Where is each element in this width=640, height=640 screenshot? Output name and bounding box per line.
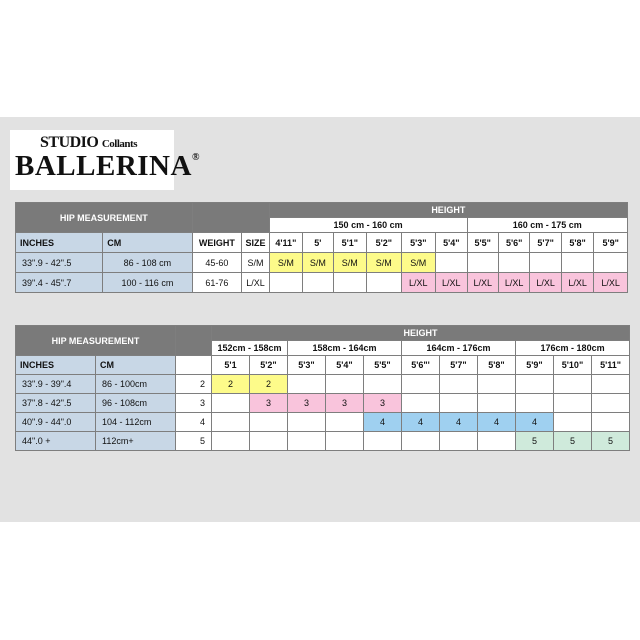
height-col: 5'8" [478,356,516,375]
weight-header: WEIGHT [192,233,242,253]
height-header: HEIGHT [212,326,630,341]
size-cell [516,394,554,413]
size-cell [530,253,561,273]
size-cell: S/M [333,253,366,273]
blank-header [176,326,212,356]
size-cell: 4 [364,413,402,432]
height-col: 5'1 [212,356,250,375]
height-col: 5'7" [530,233,561,253]
weight-value: 61-76 [192,273,242,293]
size-cell: 4 [516,413,554,432]
size-cell [440,375,478,394]
size-cell [367,273,402,293]
size-cell [250,432,288,451]
brand-logo [10,130,200,190]
size-cell [554,413,592,432]
height-col: 5'3" [401,233,436,253]
inches-header: INCHES [16,356,96,375]
cm-value: 86 - 100cm [96,375,176,394]
height-header: HEIGHT [269,203,627,218]
height-range-2: 158cm - 164cm [288,341,402,356]
size-cell [592,394,630,413]
blank-cell [176,356,212,375]
height-col: 5'5" [467,233,498,253]
size-cell [303,273,333,293]
cm-header: CM [103,233,192,253]
cm-value: 86 - 108 cm [103,253,192,273]
size-cell: 3 [288,394,326,413]
size-cell: S/M [367,253,402,273]
size-cell: L/XL [498,273,529,293]
height-col: 5'4" [436,233,467,253]
size-cell: S/M [401,253,436,273]
height-col: 5'10" [554,356,592,375]
height-range-3: 164cm - 176cm [402,341,516,356]
inches-value: 44".0 + [16,432,96,451]
height-col: 5'3" [288,356,326,375]
size-cell: 2 [250,375,288,394]
size-cell [436,253,467,273]
size-cell [402,432,440,451]
inches-header: INCHES [16,233,103,253]
size-cell [212,413,250,432]
size-cell [288,413,326,432]
height-col: 4'11" [269,233,302,253]
size-value: S/M [242,253,269,273]
height-range-1: 150 cm - 160 cm [269,218,467,233]
size-cell [269,273,302,293]
size-cell: L/XL [436,273,467,293]
height-col: 5'8" [561,233,593,253]
size-cell: 5 [516,432,554,451]
size-cell [212,394,250,413]
size-number: 4 [176,413,212,432]
height-col: 5'6"' [402,356,440,375]
size-cell [288,375,326,394]
size-cell: 2 [212,375,250,394]
size-cell [592,413,630,432]
size-cell [554,394,592,413]
size-cell [478,432,516,451]
cm-header: CM [96,356,176,375]
size-cell: 4 [478,413,516,432]
cm-value: 112cm+ [96,432,176,451]
height-col: 5'4" [326,356,364,375]
height-range-1: 152cm - 158cm [212,341,288,356]
cm-value: 104 - 112cm [96,413,176,432]
size-number: 2 [176,375,212,394]
size-cell: 5 [592,432,630,451]
size-cell: 3 [326,394,364,413]
size-value: L/XL [242,273,269,293]
size-cell [364,375,402,394]
height-range-4: 176cm - 180cm [516,341,630,356]
weight-value: 45-60 [192,253,242,273]
blank-header [192,203,269,233]
size-cell: L/XL [530,273,561,293]
size-cell: L/XL [401,273,436,293]
size-cell: L/XL [467,273,498,293]
height-col: 5'11" [592,356,630,375]
size-cell: L/XL [594,273,628,293]
size-cell [326,432,364,451]
size-number: 5 [176,432,212,451]
size-cell [467,253,498,273]
size-cell [402,394,440,413]
size-cell [478,375,516,394]
height-col: 5' [303,233,333,253]
cm-value: 100 - 116 cm [103,273,192,293]
table-row [16,253,628,273]
height-col: 5'5" [364,356,402,375]
table-row [16,432,630,451]
size-cell: S/M [303,253,333,273]
height-col: 5'1" [333,233,366,253]
hip-measurement-header: HIP MEASUREMENT [16,203,193,233]
height-col: 5'2" [250,356,288,375]
height-col: 5'7" [440,356,478,375]
size-cell: 4 [440,413,478,432]
size-chart-table-1 [15,202,628,293]
inches-value: 33".9 - 42".5 [16,253,103,273]
size-cell [288,432,326,451]
size-cell [592,375,630,394]
inches-value: 33".9 - 39".4 [16,375,96,394]
size-cell [498,253,529,273]
logo-line-1: STUDIO Collants [40,134,137,151]
size-cell: 4 [402,413,440,432]
size-cell [326,413,364,432]
height-col: 5'6" [498,233,529,253]
logo-line-2: BALLERINA® [15,150,200,182]
size-cell: 3 [364,394,402,413]
size-cell [212,432,250,451]
table-row [16,394,630,413]
table-row [16,413,630,432]
height-col: 5'2" [367,233,402,253]
table-row [16,273,628,293]
inches-value: 37".8 - 42".5 [16,394,96,413]
size-cell [478,394,516,413]
table-row [16,375,630,394]
height-range-2: 160 cm - 175 cm [467,218,628,233]
size-cell [402,375,440,394]
size-cell [326,375,364,394]
size-chart-table-2 [15,325,630,451]
hip-measurement-header: HIP MEASUREMENT [16,326,176,356]
size-cell [440,432,478,451]
cm-value: 96 - 108cm [96,394,176,413]
size-number: 3 [176,394,212,413]
size-header: SIZE [242,233,269,253]
height-col: 5'9" [594,233,628,253]
size-cell: L/XL [561,273,593,293]
size-cell [333,273,366,293]
size-cell [516,375,554,394]
size-cell [250,413,288,432]
size-cell [554,375,592,394]
size-cell: 5 [554,432,592,451]
inches-value: 39".4 - 45".7 [16,273,103,293]
size-cell: 3 [250,394,288,413]
size-cell [440,394,478,413]
inches-value: 40".9 - 44".0 [16,413,96,432]
size-cell [594,253,628,273]
size-cell [364,432,402,451]
size-cell: S/M [269,253,302,273]
height-col: 5'9" [516,356,554,375]
size-cell [561,253,593,273]
